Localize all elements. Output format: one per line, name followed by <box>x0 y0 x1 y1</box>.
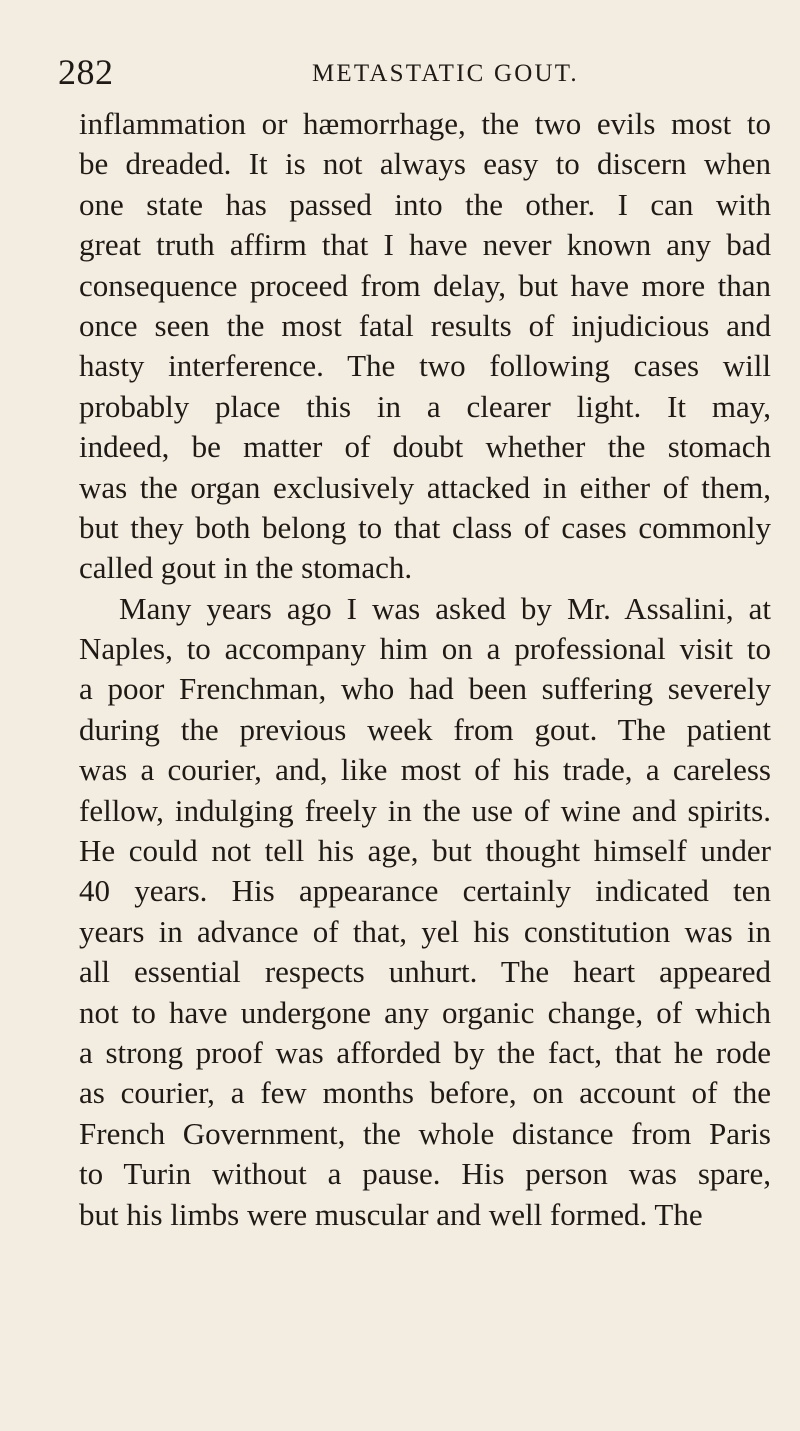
text-line: He could not tell his age, but thought himself under <box>79 833 771 869</box>
text-line: one state has passed into the other. I can with <box>79 186 771 222</box>
text-line: be dreaded. It is not always easy to discern when <box>79 146 771 182</box>
text-line: probably place this in a clearer light. It may, <box>79 388 771 424</box>
text-line: once seen the most fatal results of injudicious and <box>79 307 771 343</box>
running-title: METASTATIC GOUT. <box>312 60 579 87</box>
text-line: indeed, be matter of doubt whether the stomach <box>79 429 771 465</box>
running-head <box>58 50 778 94</box>
text-line: was the organ exclusively attacked in either of them, <box>79 469 771 505</box>
text-line: all essential respects unhurt. The heart appeared <box>79 954 771 990</box>
text-line: consequence proceed from delay, but have more than <box>79 267 771 303</box>
body-text <box>79 104 771 1235</box>
text-line: hasty interference. The two following cases will <box>79 348 771 384</box>
text-line: 40 years. His appearance certainly indicated ten <box>79 873 771 909</box>
text-line: not to have undergone any organic change, of which <box>79 994 771 1030</box>
text-line: inflammation or hæmorrhage, the two evils most to <box>79 106 771 141</box>
paragraph-start-line: Many years ago I was asked by Mr. Assalini, at <box>119 590 771 626</box>
text-line: Naples, to accompany him on a professional visit to <box>79 631 771 667</box>
text-line: during the previous week from gout. The patient <box>79 711 771 747</box>
text-line: as courier, a few months before, on account of the <box>79 1075 771 1111</box>
text-line: but they both belong to that class of cases commonly <box>79 509 771 545</box>
text-line: a strong proof was afforded by the fact, that he rode <box>79 1034 771 1070</box>
text-line: French Government, the whole distance from Paris <box>79 1115 771 1151</box>
text-line: years in advance of that, yel his constitution was in <box>79 913 771 949</box>
paragraph-end-line: called gout in the stomach. <box>79 550 413 586</box>
text-line: to Turin without a pause. His person was spare, <box>79 1156 771 1192</box>
text-line: great truth affirm that I have never known any bad <box>79 227 771 263</box>
text-line: but his limbs were muscular and well formed. The <box>79 1196 703 1232</box>
text-line: fellow, indulging freely in the use of wine and spirits. <box>79 792 771 828</box>
page-number: 282 <box>58 52 114 92</box>
text-line: was a courier, and, like most of his trade, a careless <box>79 752 771 788</box>
text-line: a poor Frenchman, who had been suffering severely <box>79 671 771 707</box>
